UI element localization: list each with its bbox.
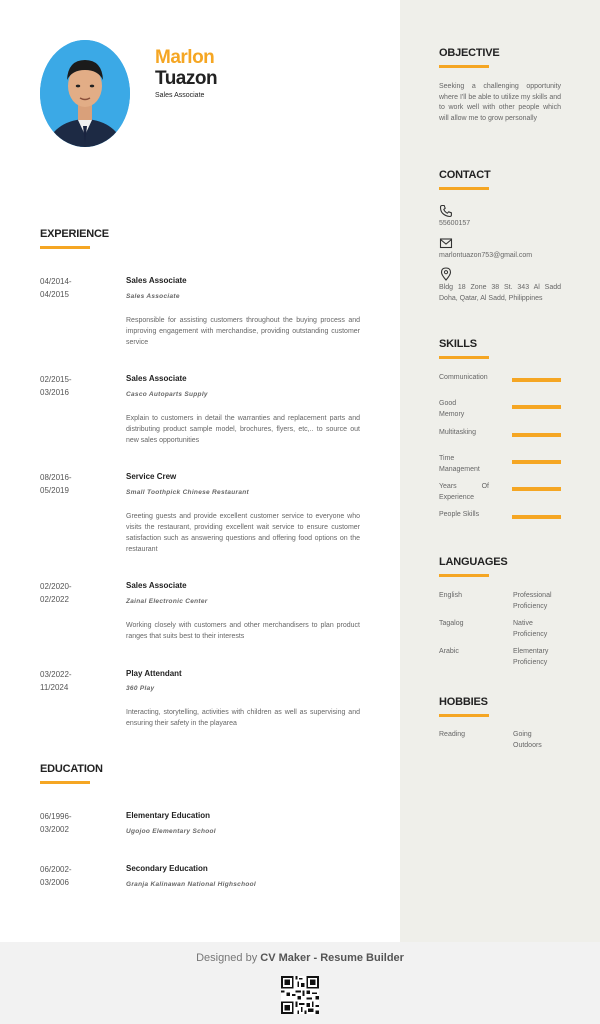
contact-heading: CONTACT (439, 169, 491, 181)
language-level: Professional Proficiency (513, 592, 552, 610)
experience-dates: 03/2022- 11/2024 (40, 670, 72, 692)
experience-company: Casco Autoparts Supply (126, 391, 208, 398)
experience-role: Service Crew (126, 472, 177, 481)
experience-dates: 02/2015- 03/2016 (40, 375, 72, 397)
first-name: Marlon (155, 47, 215, 68)
skill-label: People Skills (439, 511, 480, 518)
skill-bar (512, 487, 561, 491)
last-name: Tuazon (155, 68, 218, 89)
qr-code[interactable] (281, 976, 319, 1014)
education-school: Ugojoo Elementary School (126, 828, 216, 835)
skills-heading: SKILLS (439, 338, 477, 350)
skill-label: Years Of Experience (439, 483, 489, 501)
experience-underline (40, 246, 90, 249)
experience-dates: 04/2014- 04/2015 (40, 277, 72, 299)
experience-role: Sales Associate (126, 581, 187, 590)
skills-underline (439, 356, 489, 359)
languages-underline (439, 574, 489, 577)
education-school: Granja Kalinawan National Highschool (126, 881, 256, 888)
education-heading: EDUCATION (40, 763, 103, 775)
objective-heading: OBJECTIVE (439, 47, 500, 59)
skill-bar (512, 460, 561, 464)
experience-company: 360 Play (126, 685, 155, 692)
contact-phone: 55600157 (439, 220, 471, 227)
education-title: Elementary Education (126, 811, 211, 820)
experience-company: Zainal Electronic Center (126, 598, 208, 605)
education-dates: 06/2002- 03/2006 (40, 865, 72, 887)
location-pin-icon (439, 267, 453, 281)
experience-description: Interacting, storytelling, activities with children as well as supervising and ensuring their safety in the playarea (126, 709, 360, 727)
language-name: English (439, 592, 462, 599)
mail-icon (439, 236, 453, 250)
contact-underline (439, 187, 489, 190)
language-level: Native Proficiency (513, 620, 548, 638)
right-sidebar (400, 0, 600, 942)
experience-description: Working closely with customers and other merchandisers to plan product ranges that suits best to their interests (126, 622, 360, 640)
experience-company: Small Toothpick Chinese Restaurant (126, 489, 250, 496)
skill-bar (512, 515, 561, 519)
experience-description: Greeting guests and provide excellent customer service to everyone who visits the restaurant, providing excellent wait service to ensure customer satisfaction such as answering questions and offering food options on the restaurant (126, 513, 360, 553)
education-underline (40, 781, 90, 784)
languages-heading: LANGUAGES (439, 556, 508, 568)
experience-heading: EXPERIENCE (40, 228, 109, 240)
experience-company: Sales Associate (126, 293, 180, 300)
experience-role: Sales Associate (126, 276, 187, 285)
job-title: Sales Associate (155, 92, 205, 99)
education-dates: 06/1996- 03/2002 (40, 812, 72, 834)
experience-description: Responsible for assisting customers throughout the buying process and improving engagement with merchandise, providing outstanding customer service (126, 317, 360, 346)
designed-by-prefix: Designed by (196, 952, 261, 964)
skill-bar (512, 433, 561, 437)
experience-dates: 02/2020- 02/2022 (40, 582, 72, 604)
hobby-item: Going Outdoors (513, 731, 542, 749)
experience-description: Explain to customers in detail the warranties and replacement parts and distributing product sample model, brochures, flyers, etc,.. to source out new sales opportunities (126, 415, 360, 444)
education-title: Secondary Education (126, 864, 208, 873)
experience-role: Play Attendant (126, 669, 182, 678)
skill-label: Multitasking (439, 429, 476, 436)
language-name: Arabic (439, 648, 459, 655)
language-name: Tagalog (439, 620, 464, 627)
designed-by-brand: CV Maker - Resume Builder (260, 952, 404, 964)
objective-text: Seeking a challenging opportunity where I'll be able to utilize my skills and to work well with other people which will allow me to grow personally (439, 83, 561, 122)
language-level: Elementary Proficiency (513, 648, 549, 666)
skill-label: Communication (439, 374, 488, 381)
experience-dates: 08/2016- 05/2019 (40, 473, 72, 495)
hobbies-heading: HOBBIES (439, 696, 488, 708)
experience-role: Sales Associate (126, 374, 187, 383)
skill-label: Good Memory (439, 400, 465, 418)
phone-icon (439, 204, 453, 218)
contact-email: marlontuazon753@gmail.com (439, 252, 533, 259)
designed-by-credit (0, 952, 600, 964)
hobby-item: Reading (439, 731, 466, 738)
objective-underline (439, 65, 489, 68)
skill-bar (512, 405, 561, 409)
skill-bar (512, 378, 561, 382)
contact-address: Bldg 18 Zone 38 St. 343 Al Sadd Doha, Qatar, Al Sadd, Philippines (439, 284, 561, 302)
hobbies-underline (439, 714, 489, 717)
skill-label: Time Management (439, 455, 480, 473)
profile-photo (40, 40, 130, 147)
